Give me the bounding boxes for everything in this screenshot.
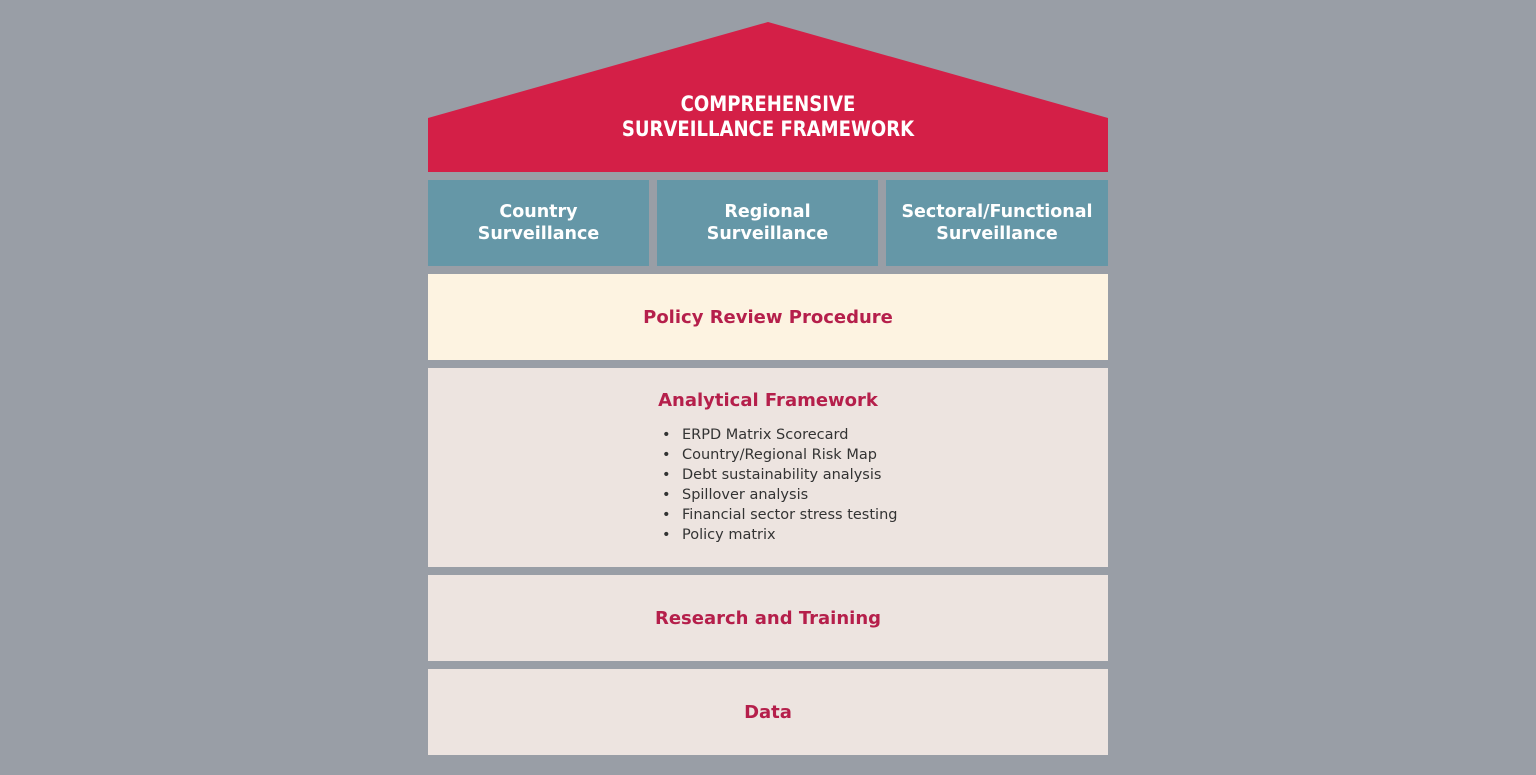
roof-title	[476, 92, 1061, 142]
roof-title-line-1: COMPREHENSIVE	[680, 92, 856, 116]
layer-title: Data	[744, 701, 792, 723]
list-item: • Country/Regional Risk Map	[662, 445, 897, 465]
layer-title: Policy Review Procedure	[643, 306, 893, 328]
layer-title: Analytical Framework	[658, 390, 878, 411]
roof-title-line-2: SURVEILLANCE FRAMEWORK	[621, 117, 915, 141]
layer-policy-review-procedure	[428, 274, 1108, 360]
framework-roof	[428, 22, 1108, 172]
pillar-label-line-1: Sectoral/Functional	[901, 202, 1093, 222]
pillar-label-line-2: Surveillance	[936, 224, 1058, 244]
list-item: • ERPD Matrix Scorecard	[662, 425, 897, 445]
pillar-label-line-2: Surveillance	[477, 224, 600, 244]
pillar-country-surveillance	[428, 180, 649, 266]
pillar-label-line-1: Regional	[724, 202, 811, 222]
layer-analytical-framework	[428, 368, 1108, 567]
list-item: • Financial sector stress testing	[662, 505, 897, 525]
layer-research-and-training	[428, 575, 1108, 661]
pillar-regional-surveillance	[657, 180, 878, 266]
layer-data	[428, 669, 1108, 755]
list-item: • Spillover analysis	[662, 485, 897, 505]
pillar-label-line-1: Country	[499, 202, 578, 222]
list-item: • Policy matrix	[662, 525, 897, 545]
pillar-sectoral-functional-surveillance	[886, 180, 1108, 266]
list-item: • Debt sustainability analysis	[662, 465, 897, 485]
layer-title: Research and Training	[654, 607, 882, 629]
analytical-tools-list	[662, 425, 897, 545]
pillar-label-line-2: Surveillance	[706, 224, 829, 244]
